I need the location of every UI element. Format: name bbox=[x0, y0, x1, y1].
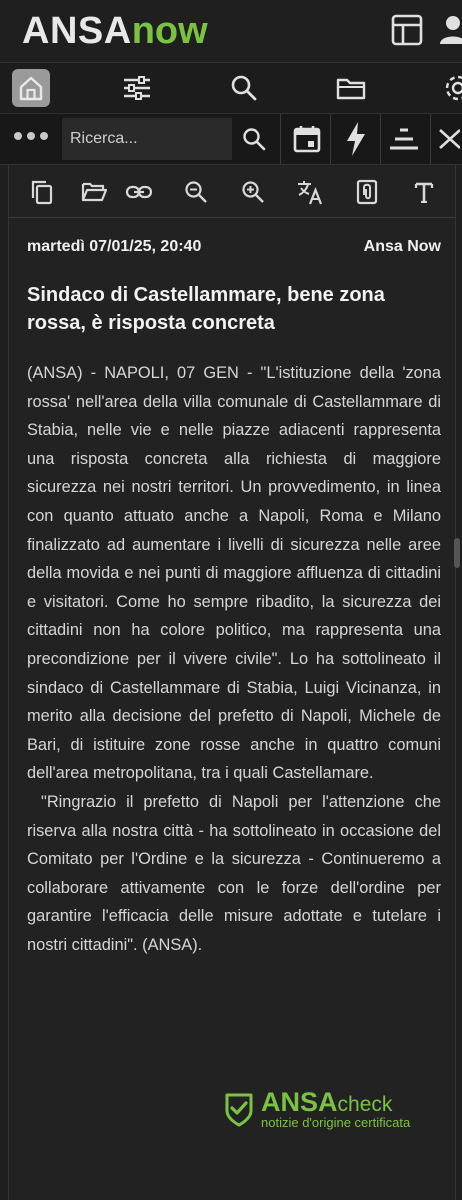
search-submit-button[interactable] bbox=[234, 119, 274, 159]
text-format-button[interactable] bbox=[409, 177, 439, 207]
search-icon bbox=[230, 74, 258, 102]
user-icon[interactable] bbox=[440, 14, 462, 46]
attach-button[interactable] bbox=[352, 177, 382, 207]
align-icon bbox=[387, 124, 421, 154]
calendar-icon bbox=[292, 124, 322, 154]
folder-icon bbox=[336, 76, 366, 100]
open-folder-button[interactable] bbox=[79, 177, 109, 207]
folder-open-icon bbox=[81, 181, 107, 203]
logo-text-now: now bbox=[131, 10, 208, 52]
copy-icon bbox=[30, 179, 54, 205]
divider bbox=[380, 114, 381, 164]
article-source: Ansa Now bbox=[363, 238, 441, 255]
app-logo bbox=[22, 9, 208, 53]
zoom-in-button[interactable] bbox=[238, 177, 268, 207]
translate-icon bbox=[296, 179, 324, 205]
zoom-out-icon bbox=[184, 180, 208, 204]
flash-button[interactable] bbox=[336, 119, 376, 159]
divider bbox=[280, 114, 281, 164]
scrollbar-thumb[interactable] bbox=[454, 538, 460, 568]
zoom-out-button[interactable] bbox=[181, 177, 211, 207]
attach-icon bbox=[356, 179, 378, 205]
logo-text-ansa: ANSA bbox=[22, 10, 132, 52]
gear-icon bbox=[443, 73, 462, 103]
flash-icon bbox=[344, 121, 368, 157]
ansacheck-badge bbox=[223, 1087, 443, 1133]
link-button[interactable] bbox=[124, 177, 154, 207]
divider bbox=[330, 114, 331, 164]
translate-button[interactable] bbox=[295, 177, 325, 207]
article-date: martedì 07/01/25, 20:40 bbox=[27, 238, 202, 255]
badge-name: ANSA bbox=[261, 1087, 338, 1117]
filter-button[interactable] bbox=[117, 68, 157, 108]
article-paragraph: "Ringrazio il prefetto di Napoli per l'attenzione che riserva alla nostra città - ha sottolineato in occasione del Comitato per l'Ordine e la sicurezza - Continueremo a collaborare attivamente con le forze dell'ordine per garantire l'efficacia delle misure adottate e tutelare i nostri cittadini". (ANSA). bbox=[27, 792, 441, 954]
settings-button[interactable] bbox=[438, 68, 462, 108]
article-title: Sindaco di Castellammare, bene zona rossa, è risposta concreta bbox=[27, 284, 385, 334]
sliders-icon bbox=[122, 75, 152, 101]
article-body bbox=[27, 359, 441, 959]
close-icon bbox=[436, 126, 460, 152]
calendar-button[interactable] bbox=[287, 119, 327, 159]
search-row bbox=[0, 114, 462, 165]
top-bar bbox=[0, 0, 462, 63]
search-input[interactable] bbox=[62, 118, 232, 160]
text-icon bbox=[414, 181, 434, 203]
shield-check-icon bbox=[223, 1091, 255, 1127]
align-button[interactable] bbox=[384, 119, 424, 159]
badge-suffix: check bbox=[337, 1093, 393, 1116]
folder-button[interactable] bbox=[331, 68, 371, 108]
article-actions bbox=[9, 165, 455, 218]
article-panel bbox=[8, 165, 456, 1200]
home-button[interactable] bbox=[12, 69, 50, 107]
more-dots-icon[interactable] bbox=[14, 132, 48, 140]
layout-icon[interactable] bbox=[391, 14, 423, 46]
home-icon bbox=[17, 74, 45, 102]
search-icon bbox=[242, 127, 266, 151]
close-button[interactable] bbox=[436, 119, 462, 159]
copy-button[interactable] bbox=[27, 177, 57, 207]
divider bbox=[430, 114, 431, 164]
link-icon bbox=[125, 184, 153, 200]
article-paragraph: (ANSA) - NAPOLI, 07 GEN - "L'istituzione della 'zona rossa' nell'area della villa comunale di Castellammare di Stabia, nelle vie e nelle piazze adiacenti rappresenta una risposta concreta alla richiesta di maggiore sicurezza nei nostri territori. Un provvedimento, in linea con quanto attuato anche a Napoli, Roma e Milano finalizzato ad aumentare i livelli di sicurezza nelle aree della movida e nei punti di maggiore affluenza di cittadini e visitatori. Come ho sempre ribadito, la sicurezza dei cittadini non ha colore politico, ma rappresenta una precondizione per il vivere civile". Lo ha sottolineato il sindaco di Castellammare di Stabia, Luigi Vicinanza, in merito alla decisione del prefetto di Napoli, Michele de Bari, di istituire zone rosse anche in quattro comuni dell'area metropolitana, tra i quali Castellamare. bbox=[27, 364, 441, 783]
zoom-in-icon bbox=[241, 180, 265, 204]
badge-tagline: notizie d'origine certificata bbox=[261, 1115, 411, 1130]
main-toolbar bbox=[0, 63, 462, 114]
search-button[interactable] bbox=[224, 68, 264, 108]
